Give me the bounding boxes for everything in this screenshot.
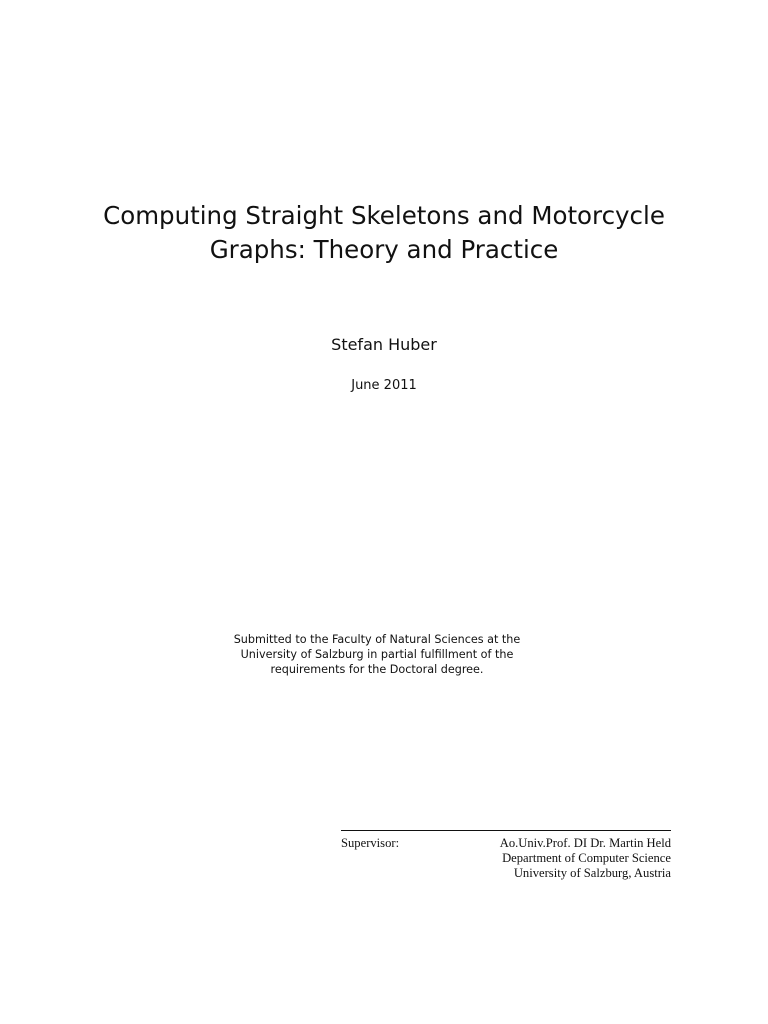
supervisor-department: Department of Computer Science <box>502 851 671 865</box>
supervisor-info <box>500 836 671 881</box>
author-name: Stefan Huber <box>331 335 437 354</box>
submission-statement-line-3: requirements for the Doctoral degree. <box>270 663 484 676</box>
supervisor-name: Ao.Univ.Prof. DI Dr. Martin Held <box>499 836 671 850</box>
thesis-title <box>60 199 708 267</box>
submission-statement-line-1: Submitted to the Faculty of Natural Sciences at the <box>233 633 521 646</box>
supervisor-label: Supervisor: <box>341 836 400 850</box>
thesis-title-line-2: Graphs: Theory and Practice <box>209 235 559 264</box>
submission-date: June 2011 <box>351 378 417 393</box>
submission-statement <box>200 632 554 677</box>
supervisor-block <box>341 830 671 880</box>
thesis-title-line-1: Computing Straight Skeletons and Motorcycle <box>103 201 665 230</box>
supervisor-institution: University of Salzburg, Austria <box>513 866 671 880</box>
submission-statement-line-2: University of Salzburg in partial fulfillment of the <box>240 648 514 661</box>
